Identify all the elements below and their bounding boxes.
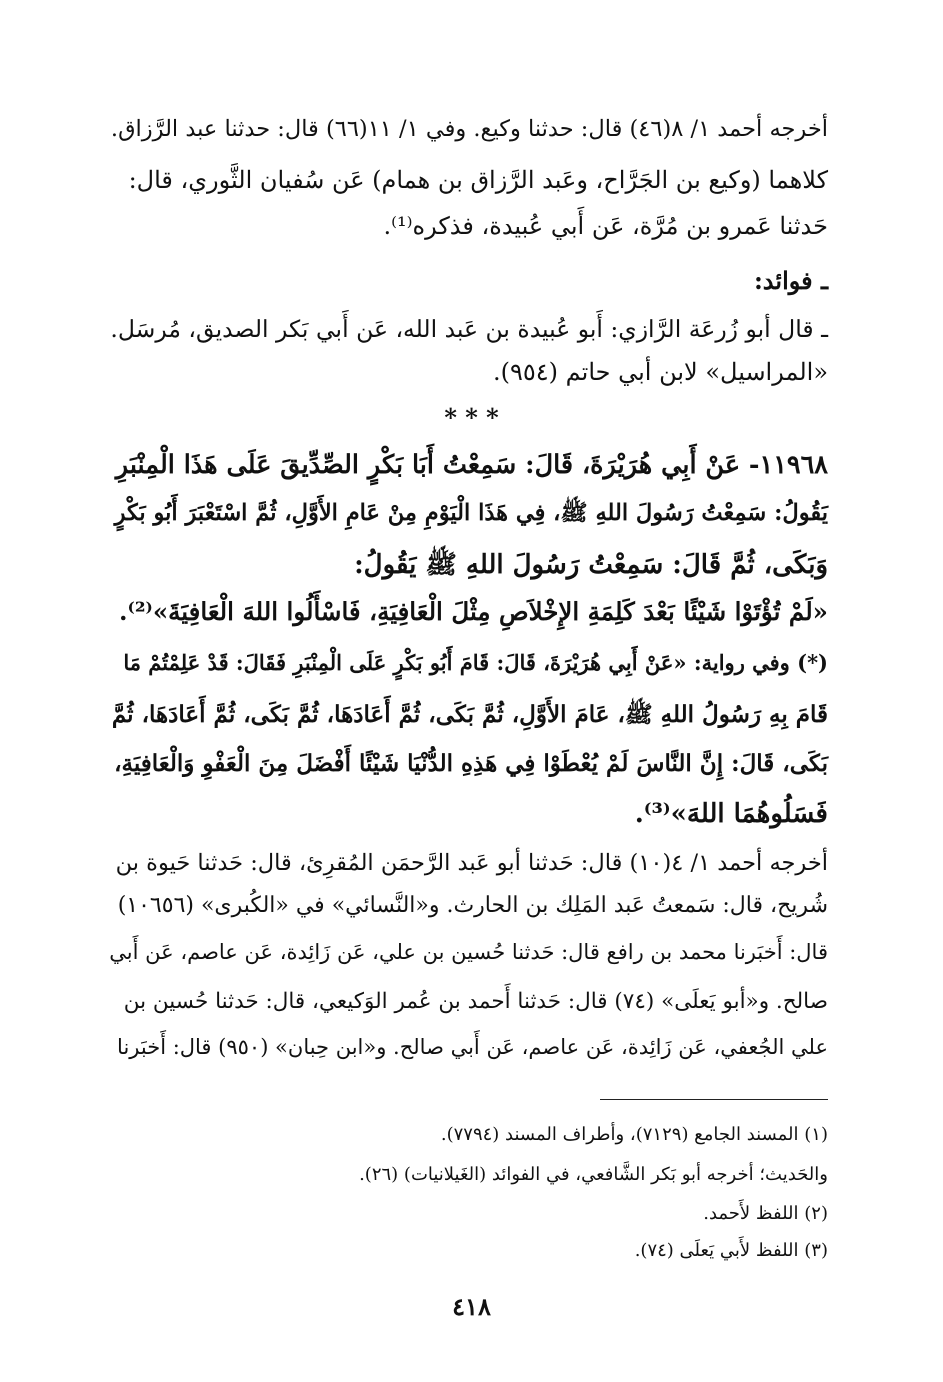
takhrij-line: حَدثنا عَمرو بن مُرَّة، عَن أَبي عُبيدة، فذكره⁽¹⁾.	[383, 212, 828, 240]
takhrij-line: شُريح، قال: سَمعتُ عَبد المَلِك بن الحارث. و«النَّسائي» في «الكُبرى» (١٠٦٥٦)	[117, 893, 828, 918]
section-separator: * * *	[444, 403, 499, 432]
hadith-line: «لَمْ تُؤْتَوْا شَيْئًا بَعْدَ كَلِمَةِ الإِخْلاَصِ مِثْلَ الْعَافِيَةِ، فَاسْأَلُوا اللهَ الْعَافِيَةَ»⁽²⁾.	[118, 597, 828, 626]
riwaya-line: بَكَى، قَالَ: إِنَّ النَّاسَ لَمْ يُعْطَوْا فِي هَذِهِ الدُّنْيَا شَيْئًا أَفْضَلَ مِنَ الْعَفْوِ وَالْعَافِيَةِ،	[114, 750, 828, 777]
fawaid-heading: ـ فوائد:	[753, 266, 828, 295]
footnote: (١) المسند الجامع (٧١٢٩)، وأطراف المسند (٧٧٩٤).	[440, 1124, 828, 1145]
hadith-line: ١١٩٦٨- عَنْ أَبِي هُرَيْرَةَ، قَالَ: سَمِعْتُ أَبَا بَكْرٍ الصِّدِّيقَ عَلَى هَذَا الْمِنْبَرِ	[115, 450, 828, 480]
footnote: (٣) اللفظ لأَبي يَعلَى (٧٤).	[634, 1240, 828, 1261]
page-number: ٤١٨	[452, 1292, 491, 1321]
hadith-line: وَبَكَى، ثُمَّ قَالَ: سَمِعْتُ رَسُولَ اللهِ ﷺ يَقُولُ:	[354, 550, 828, 580]
riwaya-line: قَامَ بِهِ رَسُولُ اللهِ ﷺ، عَامَ الأَوَّلِ، ثُمَّ بَكَى، ثُمَّ أَعَادَهَا، ثُمَّ بَكَى، ثُمَّ أَعَادَهَا، ثُمَّ	[111, 701, 828, 728]
footnote: (٢) اللفظ لأَحمد.	[703, 1203, 828, 1224]
takhrij-line: علي الجُعفي، عَن زَائِدة، عَن عاصم، عَن أَبي صالح. و«ابن حِبان» (٩٥٠) قال: أَخبَرنا	[117, 1035, 828, 1059]
footnote: والحَديث؛ أخرجه أبو بَكر الشَّافعي، في الفوائد (الغَيلانيات) (٢٦).	[359, 1164, 828, 1185]
riwaya-line: فَسَلُوهُمَا اللهَ»⁽³⁾.	[634, 799, 828, 829]
fawaid-line: «المراسيل» لابن أبي حاتم (٩٥٤).	[493, 358, 828, 386]
footnote-rule	[600, 1099, 828, 1100]
riwaya-line: (*) وفي رواية: «عَنْ أَبِي هُرَيْرَةَ، قَالَ: قَامَ أَبُو بَكْرٍ عَلَى الْمِنْبَرِ فَقَالَ: قَدْ عَلِمْتُمْ مَا	[123, 650, 828, 675]
takhrij-line: صالح. و«أبو يَعلَى» (٧٤) قال: حَدثنا أَحمد بن عُمر الوَكيعي، قال: حَدثنا حُسين بن	[123, 989, 828, 1014]
takhrij-line: أخرجه أحمد ١/ ٨(٤٦) قال: حدثنا وكيع. وفي ١/ ١١(٦٦) قال: حدثنا عبد الرَّزاق.	[110, 116, 828, 142]
takhrij-line: كلاهما (وكيع بن الجَرَّاح، وعَبد الرَّزاق بن همام) عَن سُفيان الثَّوري، قال:	[128, 166, 828, 194]
fawaid-line: ـ قال أبو زُرعَة الرَّازي: أَبو عُبيدة بن عَبد الله، عَن أَبي بَكر الصديق، مُرسَل.	[110, 315, 828, 343]
takhrij-line: قال: أَخبَرنا محمد بن رافع قال: حَدثنا حُسين بن علي، عَن زَائِدة، عَن عاصم، عَن أَبي	[109, 940, 828, 964]
takhrij-line: أخرجه أحمد ١/ ٤(١٠) قال: حَدثنا أبو عَبد الرَّحمَن المُقرِئ، قال: حَدثنا حَيوة بن	[115, 850, 828, 876]
hadith-line: يَقُولُ: سَمِعْتُ رَسُولَ اللهِ ﷺ، فِي هَذَا الْيَوْمِ مِنْ عَامِ الأَوَّلِ، ثُمَّ اسْتَعْبَرَ أَبُو بَكْرٍ	[114, 500, 828, 526]
